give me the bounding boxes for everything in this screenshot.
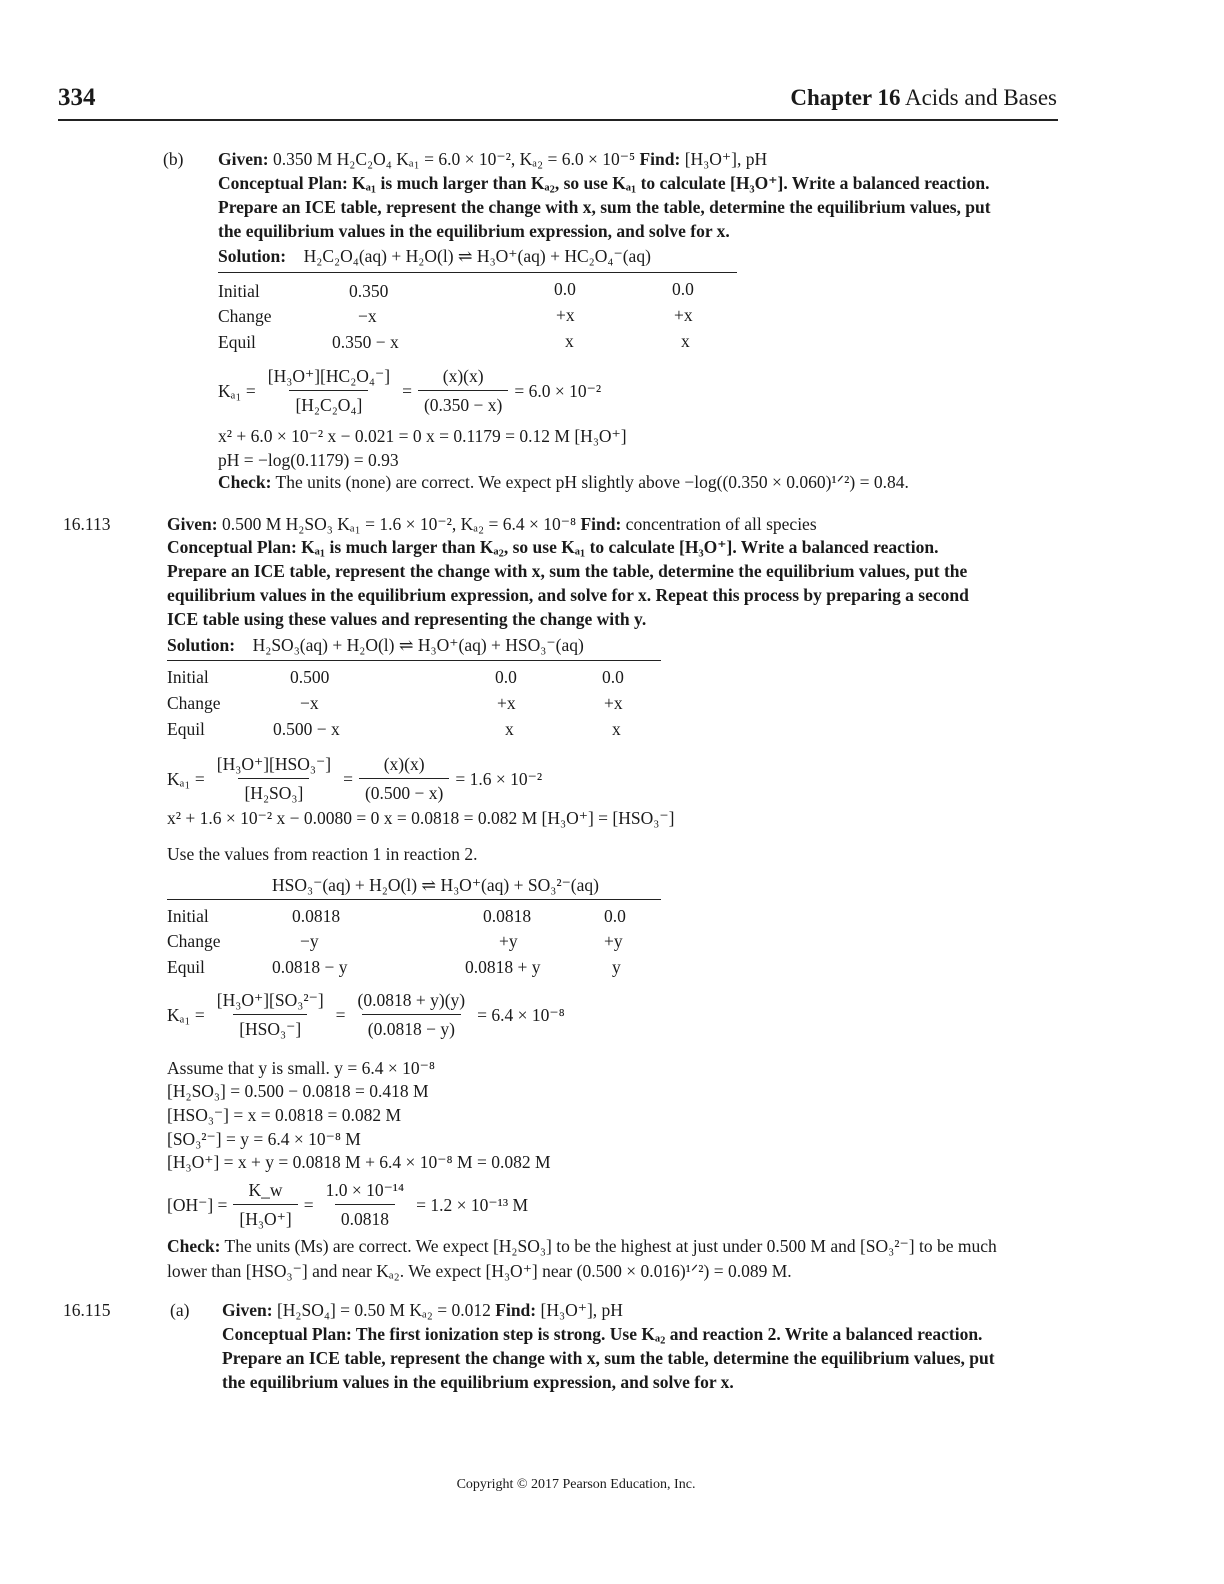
- given-line: [222, 1299, 623, 1321]
- problem-number: 16.113: [63, 514, 111, 534]
- numerator: K_w: [248, 1180, 283, 1200]
- given-text: 0.500 M H₂SO₃ Kₐ₁ = 1.6 × 10⁻², Kₐ₂ = 6.4 × 10⁻⁸: [221, 514, 581, 534]
- find-label: Find:: [639, 149, 681, 169]
- ka-lhs: Kₐ₁ =: [167, 1004, 205, 1025]
- denominator: (0.350 − x): [418, 390, 508, 417]
- use-values-line: Use the values from reaction 1 in reaction 2.: [167, 844, 478, 864]
- fraction: [211, 752, 337, 805]
- row-label: Change: [167, 931, 221, 951]
- fraction: [352, 988, 472, 1041]
- plan-line: Conceptual Plan: Kₐ₁ is much larger than Kₐ₂, so use Kₐ₁ to calculate [H₃O⁺]. Write a balanced reaction.: [218, 173, 990, 193]
- ice-cell: 0.350: [349, 281, 389, 301]
- row-label: Change: [218, 306, 272, 326]
- plan-line: ICE table using these values and representing the change with y.: [167, 609, 647, 629]
- reaction: H₂C₂O₄(aq) + H₂O(l) ⇌ H₃O⁺(aq) + HC₂O₄⁻(aq): [303, 246, 651, 266]
- ice-cell: −x: [358, 306, 377, 326]
- ice-cell: 0.0818: [292, 906, 341, 926]
- row-label: Initial: [167, 667, 209, 687]
- check-label: Check:: [218, 472, 272, 492]
- given-label: Given:: [167, 514, 218, 534]
- numerator: (x)(x): [383, 754, 425, 774]
- table-rule: [218, 272, 737, 273]
- ice-cell: +y: [604, 931, 623, 951]
- plan-line: Prepare an ICE table, represent the change with x, sum the table, determine the equilibrium values, put the: [167, 561, 968, 581]
- chapter-name: Acids and Bases: [904, 85, 1057, 110]
- fraction: [320, 1178, 411, 1231]
- reaction: H₂SO₃(aq) + H₂O(l) ⇌ H₃O⁺(aq) + HSO₃⁻(aq): [252, 635, 584, 655]
- ice-cell: 0.0: [672, 279, 694, 299]
- result-line: Assume that y is small. y = 6.4 × 10⁻⁸: [167, 1058, 435, 1078]
- check-label: Check:: [167, 1236, 221, 1256]
- find-text: concentration of all species: [625, 514, 817, 534]
- plan-line: Prepare an ICE table, represent the change with x, sum the table, determine the equilibrium values, put: [218, 197, 991, 217]
- ice-cell: +y: [499, 931, 518, 951]
- denominator: [HSO₃⁻]: [233, 1014, 307, 1041]
- equals: =: [303, 1194, 314, 1215]
- given-text: 0.350 M H₂C₂O₄ Kₐ₁ = 6.0 × 10⁻², Kₐ₂ = 6.0 × 10⁻⁵: [272, 149, 640, 169]
- numerator: 1.0 × 10⁻¹⁴: [325, 1180, 405, 1200]
- oh-lhs: [OH⁻] =: [167, 1194, 228, 1215]
- ice-cell: x: [505, 719, 514, 739]
- solution-label: Solution:: [167, 635, 236, 655]
- ice-cell: x: [612, 719, 621, 739]
- ice-cell: +x: [604, 693, 623, 713]
- ice-cell: x: [565, 331, 574, 351]
- plan-line: Conceptual Plan: Kₐ₁ is much larger than Kₐ₂, so use Kₐ₁ to calculate [H₃O⁺]. Write a balanced reaction.: [167, 537, 939, 557]
- check-line: [167, 1235, 997, 1257]
- ice-cell: +x: [497, 693, 516, 713]
- check-line: lower than [HSO₃⁻] and near Kₐ₂. We expect [H₃O⁺] near (0.500 × 0.016)¹ᐟ²) = 0.089 M.: [167, 1261, 792, 1281]
- fraction: [211, 988, 330, 1041]
- ice-cell: −y: [300, 931, 319, 951]
- equals: =: [402, 380, 412, 401]
- denominator: 0.0818: [335, 1204, 395, 1231]
- numerator: (x)(x): [442, 366, 484, 386]
- ice-cell: x: [681, 331, 690, 351]
- copyright: Copyright © 2017 Pearson Education, Inc.: [456, 1477, 696, 1492]
- given-line: [167, 513, 817, 535]
- numerator: [H₃O⁺][SO₃²⁻]: [216, 990, 324, 1010]
- plan-line: Conceptual Plan: The first ionization step is strong. Use Kₐ₂ and reaction 2. Write a balanced reaction.: [222, 1324, 983, 1344]
- chapter-title: [790, 84, 1057, 112]
- fraction: [233, 1178, 297, 1231]
- given-label: Given:: [222, 1300, 273, 1320]
- plan-line: Prepare an ICE table, represent the change with x, sum the table, determine the equilibrium values, put: [222, 1348, 995, 1368]
- row-label: Initial: [218, 281, 260, 301]
- page-number: 334: [58, 84, 96, 111]
- ka-value: = 6.0 × 10⁻²: [514, 380, 602, 401]
- reaction-2: HSO₃⁻(aq) + H₂O(l) ⇌ H₃O⁺(aq) + SO₃²⁻(aq): [272, 875, 599, 895]
- ice-cell: −x: [300, 693, 319, 713]
- ka-value: = 6.4 × 10⁻⁸: [477, 1004, 565, 1025]
- ice-cell: 0.0: [495, 667, 517, 687]
- ph-line: pH = −log(0.1179) = 0.93: [218, 450, 399, 470]
- denominator: [H₂SO₃]: [238, 778, 309, 805]
- result-line: [SO₃²⁻] = y = 6.4 × 10⁻⁸ M: [167, 1129, 361, 1149]
- ice-cell: 0.0: [554, 279, 576, 299]
- quadratic-line: x² + 6.0 × 10⁻² x − 0.021 = 0 x = 0.1179 = 0.12 M [H₃O⁺]: [218, 426, 627, 446]
- denominator: (0.500 − x): [359, 778, 449, 805]
- solution-line: [167, 634, 584, 656]
- result-line: [H₃O⁺] = x + y = 0.0818 M + 6.4 × 10⁻⁸ M = 0.082 M: [167, 1152, 551, 1172]
- check-line: [218, 471, 909, 493]
- ice-cell: 0.350 − x: [332, 332, 399, 352]
- plan-line: the equilibrium values in the equilibrium expression, and solve for x.: [222, 1372, 734, 1392]
- result-line: [H₂SO₃] = 0.500 − 0.0818 = 0.418 M: [167, 1081, 429, 1101]
- quadratic-line: x² + 1.6 × 10⁻² x − 0.0080 = 0 x = 0.0818 = 0.082 M [H₃O⁺] = [HSO₃⁻]: [167, 808, 675, 828]
- oh-expression: [167, 1178, 528, 1231]
- row-label: Equil: [167, 719, 205, 739]
- oh-value: = 1.2 × 10⁻¹³ M: [416, 1194, 529, 1215]
- plan-line: the equilibrium values in the equilibrium expression, and solve for x.: [218, 221, 730, 241]
- ka-value: = 1.6 × 10⁻²: [455, 768, 543, 789]
- check-text: The units (Ms) are correct. We expect [H₂SO₃] to be the highest at just under 0.500 M and [SO₃²⁻] to be much: [224, 1236, 997, 1256]
- denominator: [H₂C₂O₄]: [289, 390, 368, 417]
- ice-cell: +x: [556, 305, 575, 325]
- row-label: Change: [167, 693, 221, 713]
- ice-cell: 0.0: [602, 667, 624, 687]
- denominator: (0.0818 − y): [362, 1014, 461, 1041]
- given-line: [218, 148, 767, 170]
- equals: =: [343, 768, 353, 789]
- numerator: (0.0818 + y)(y): [357, 990, 466, 1010]
- check-text: The units (none) are correct. We expect pH slightly above −log((0.350 × 0.060)¹ᐟ²) = 0.84.: [275, 472, 909, 492]
- find-label: Find:: [495, 1300, 537, 1320]
- given-text: [H₂SO₄] = 0.50 M Kₐ₂ = 0.012: [276, 1300, 496, 1320]
- given-label: Given:: [218, 149, 269, 169]
- row-label: Equil: [218, 332, 256, 352]
- equals: =: [335, 1004, 346, 1025]
- ice-cell: +x: [674, 305, 693, 325]
- solution-line: [218, 245, 651, 267]
- header-rule: [58, 119, 1058, 121]
- fraction: [262, 364, 396, 417]
- find-text: [H₃O⁺], pH: [684, 149, 768, 169]
- ice-cell: 0.0818 − y: [272, 957, 348, 977]
- fraction: [418, 364, 508, 417]
- fraction: [359, 752, 449, 805]
- denominator: [H₃O⁺]: [233, 1204, 297, 1231]
- plan-line: equilibrium values in the equilibrium expression, and solve for x. Repeat this process by preparing a second: [167, 585, 969, 605]
- chapter-number: Chapter 16: [790, 85, 901, 110]
- numerator: [H₃O⁺][HSO₃⁻]: [216, 754, 332, 774]
- ka-lhs: Kₐ₁ =: [218, 380, 256, 401]
- row-label: Initial: [167, 906, 209, 926]
- table-rule: [167, 660, 661, 661]
- ice-cell: 0.0818: [483, 906, 532, 926]
- ice-cell: y: [612, 957, 621, 977]
- part-label: (b): [163, 149, 184, 169]
- numerator: [H₃O⁺][HC₂O₄⁻]: [267, 366, 391, 386]
- result-line: [HSO₃⁻] = x = 0.0818 = 0.082 M: [167, 1105, 402, 1125]
- ka2-expression: [167, 988, 565, 1041]
- ice-cell: 0.0: [604, 906, 626, 926]
- ice-cell: 0.500: [290, 667, 330, 687]
- ka1-expression: [167, 752, 542, 805]
- row-label: Equil: [167, 957, 205, 977]
- part-label: (a): [170, 1300, 190, 1320]
- solution-label: Solution:: [218, 246, 287, 266]
- find-label: Find:: [580, 514, 622, 534]
- ice-cell: 0.0818 + y: [465, 957, 541, 977]
- problem-number: 16.115: [63, 1300, 111, 1320]
- table-rule: [167, 899, 661, 900]
- ka-lhs: Kₐ₁ =: [167, 768, 205, 789]
- find-text: [H₃O⁺], pH: [540, 1300, 623, 1320]
- ka-expression: [218, 364, 601, 417]
- ice-cell: 0.500 − x: [273, 719, 340, 739]
